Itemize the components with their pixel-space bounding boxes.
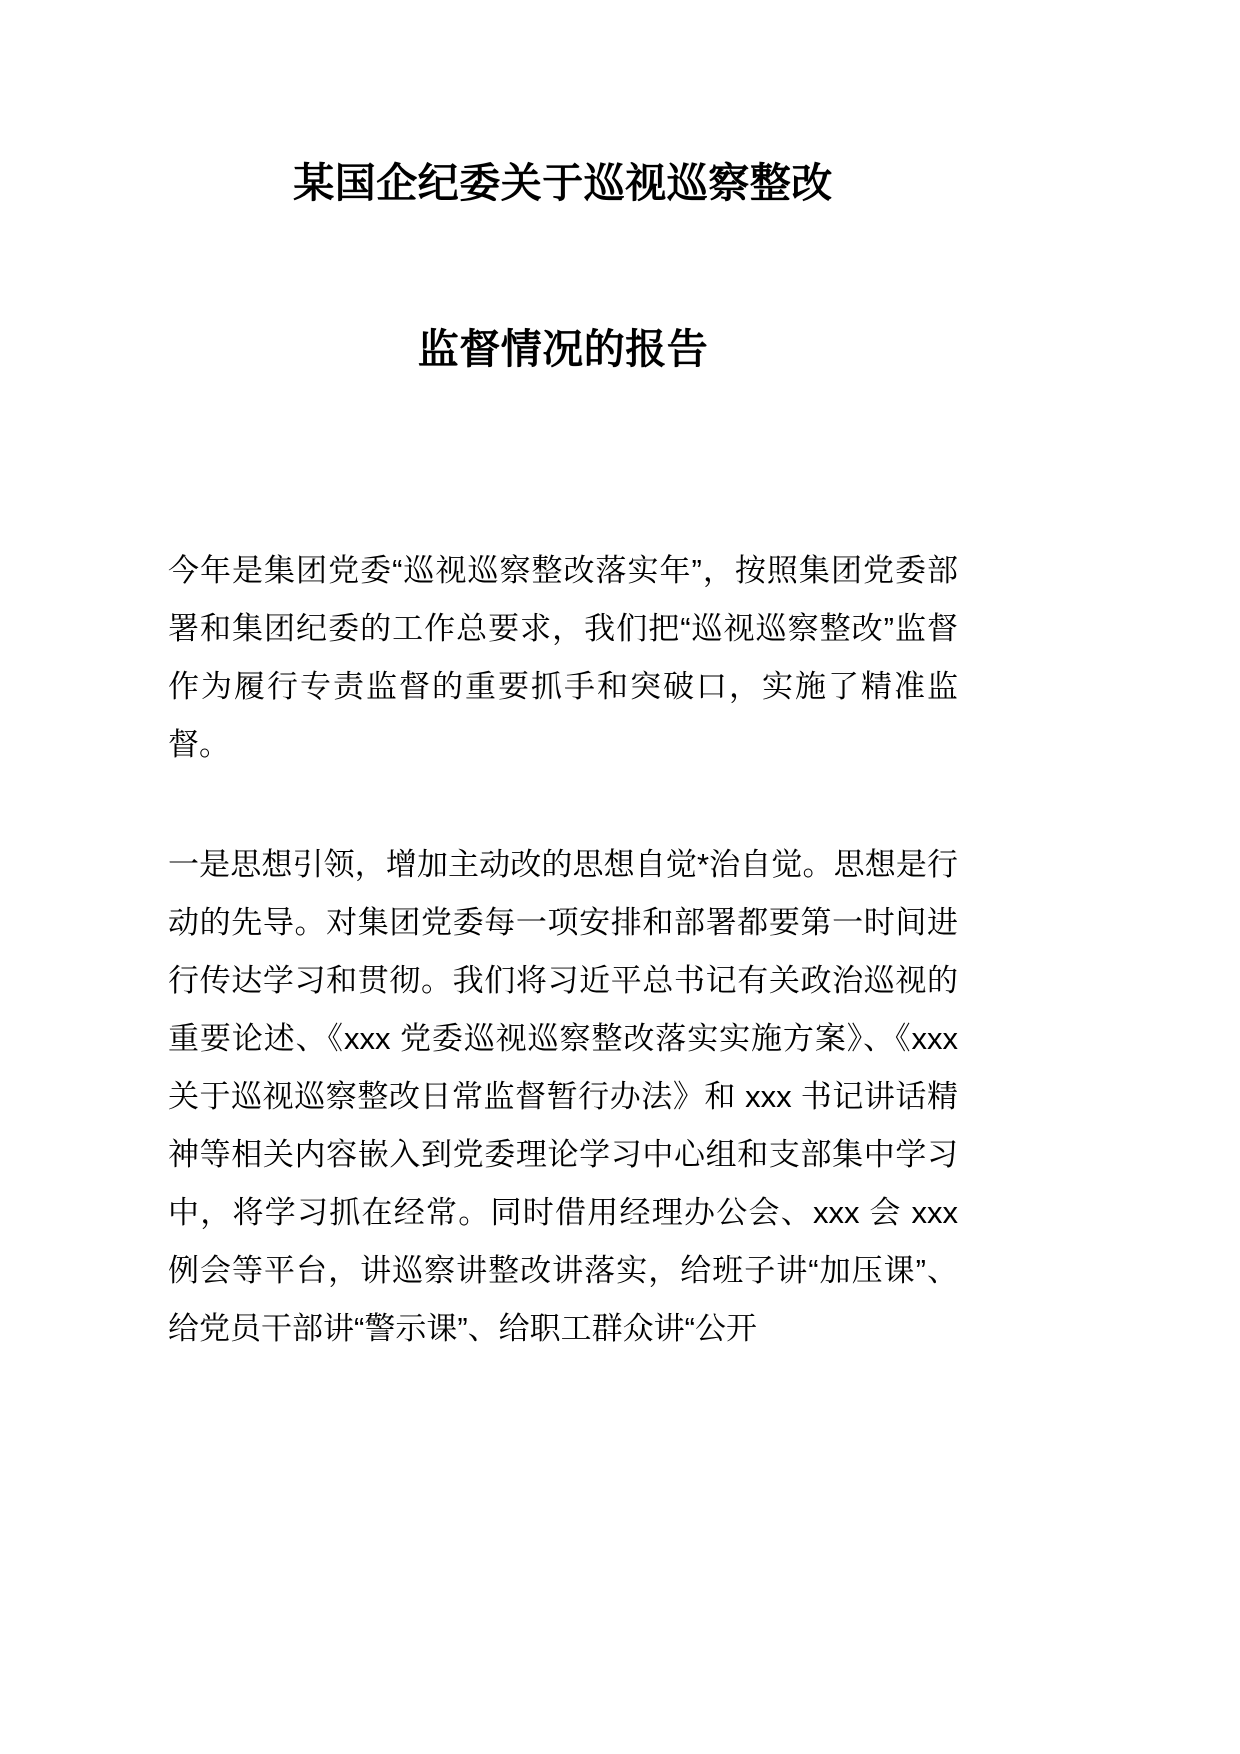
title-line-2: 监督情况的报告 (417, 326, 709, 372)
paragraph-1: 今年是集团党委“巡视巡察整改落实年”，按照集团党委部署和集团纪委的工作总要求，我们把“巡视巡察整改”监督作为履行专责监督的重要抓手和突破口，实施了精准监督。 (168, 553, 958, 762)
title-line-1: 某国企纪委关于巡视巡察整改 (293, 160, 833, 206)
document-paragraphs (168, 542, 958, 1358)
document-body (168, 0, 958, 1358)
paragraph-2: 一是思想引领，增加主动改的思想自觉*治自觉。思想是行动的先导。对集团党委每一项安排和部署都要第一时间进行传达学习和贯彻。我们将习近平总书记有关政治巡视的重要论述、《xxx 党委巡视巡察整改落实实施方案》、《xxx 关于巡视巡察整改日常监督暂行办法》和 xxx 书记讲话精神等相关内容嵌入到党委理论学习中心组和支部集中学习中，将学习抓在经常。同时借用经理办公会、xxx 会 xxx 例会等平台，讲巡察讲整改讲落实，给班子讲“加压课”、给党员干部讲“警示课”、给职工群众讲“公开 (168, 847, 958, 1346)
document-title (168, 0, 958, 370)
